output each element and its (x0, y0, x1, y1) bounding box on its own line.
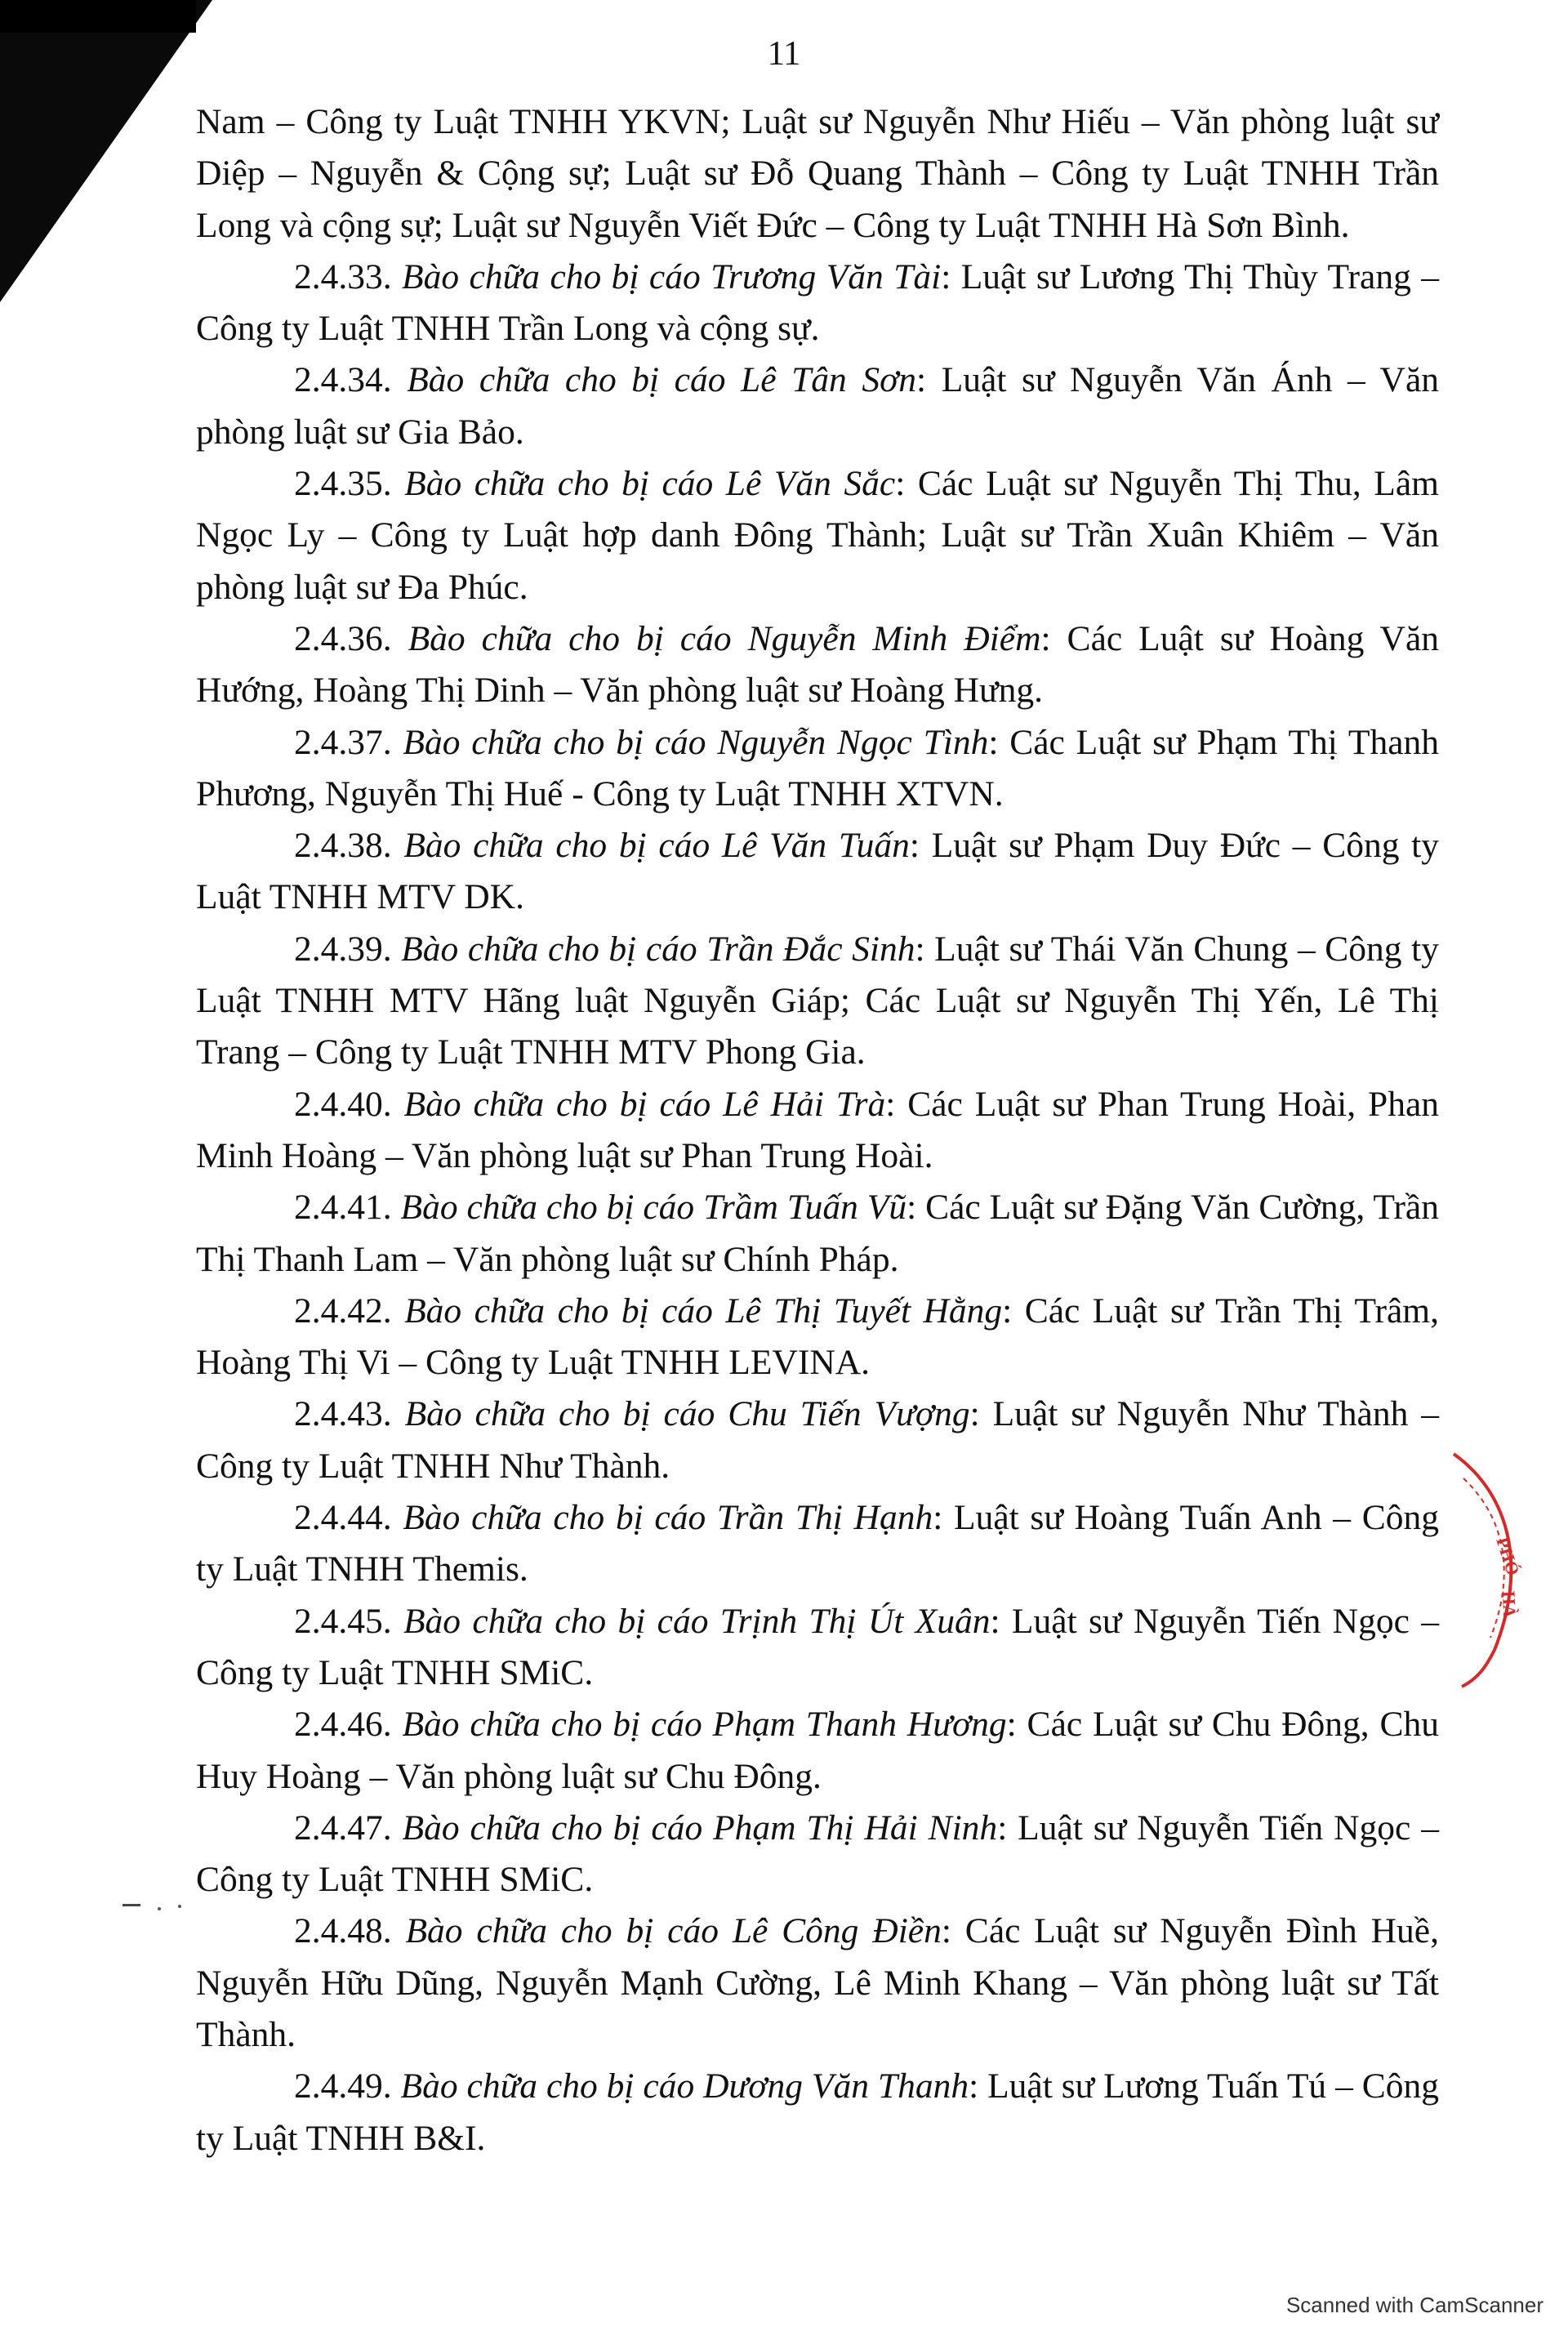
item-lawyers: : Các Luật sư Chu Đông, Chu Huy Hoàng – Văn phòng luật sư Chu Đông. (196, 1705, 1440, 1796)
item-lawyers: : Luật sư Nguyễn Như Thành – Công ty Luật TNHH Như Thành. (196, 1394, 1439, 1486)
item-defendant: Bào chữa cho bị cáo Trịnh Thị Út Xuân (403, 1601, 991, 1641)
item-number: 2.4.42. (294, 1291, 392, 1331)
item-defendant: Bào chữa cho bị cáo Trần Thị Hạnh (403, 1498, 933, 1538)
item-lawyers: : Các Luật sư Đặng Văn Cường, Trần Thị Thanh Lam – Văn phòng luật sư Chính Pháp. (196, 1188, 1439, 1279)
item-lawyers: : Luật sư Nguyễn Tiến Ngọc – Công ty Luật TNHH SMiC. (196, 1808, 1440, 1900)
item-lawyers: : Luật sư Lương Tuấn Tú – Công ty Luật TNHH B&I. (196, 2066, 1439, 2158)
item-number: 2.4.34. (294, 360, 392, 400)
item-number: 2.4.40. (294, 1084, 392, 1124)
item-number: 2.4.47. (294, 1808, 392, 1848)
item-lawyers: : Luật sư Hoàng Tuấn Anh – Công ty Luật TNHH Themis. (196, 1498, 1440, 1589)
item-lawyers: : Các Luật sư Phạm Thị Thanh Phương, Nguyễn Thị Huế - Công ty Luật TNHH XTVN. (196, 722, 1440, 814)
item-number: 2.4.46. (294, 1705, 392, 1745)
defense-item (196, 820, 1439, 924)
item-lawyers: : Luật sư Phạm Duy Đức – Công ty Luật TNHH MTV DK. (196, 826, 1439, 917)
item-defendant: Bào chữa cho bị cáo Trần Đắc Sinh (401, 929, 915, 969)
item-number: 2.4.39. (294, 929, 392, 969)
document-body (196, 96, 1439, 2164)
item-defendant: Bào chữa cho bị cáo Phạm Thanh Hương (402, 1705, 1007, 1745)
defense-item (196, 924, 1439, 1079)
defense-list (196, 252, 1439, 2164)
item-lawyers: : Các Luật sư Trần Thị Trâm, Hoàng Thị Vi – Công ty Luật TNHH LEVINA. (196, 1291, 1439, 1383)
item-lawyers: : Các Luật sư Nguyễn Đình Huề, Nguyễn Hữu Dũng, Nguyễn Mạnh Cường, Lê Minh Khang – Văn phòng luật sư Tất Thành. (196, 1911, 1439, 2054)
page-number: 11 (767, 35, 801, 73)
defense-item (196, 252, 1439, 355)
item-number: 2.4.49. (294, 2066, 392, 2106)
defense-item (196, 1492, 1439, 1596)
item-number: 2.4.44. (294, 1498, 392, 1538)
intro-paragraph: Nam – Công ty Luật TNHH YKVN; Luật sư Nguyễn Như Hiếu – Văn phòng luật sư Diệp – Nguyễn & Cộng sự; Luật sư Đỗ Quang Thành – Công ty Luật TNHH Trần Long và cộng sự; Luật sư Nguyễn Viết Đức – Công ty Luật TNHH Hà Sơn Bình. (196, 102, 1439, 245)
item-lawyers: : Luật sư Nguyễn Tiến Ngọc – Công ty Luật TNHH SMiC. (196, 1601, 1439, 1692)
item-defendant: Bào chữa cho bị cáo Lê Hải Trà (403, 1084, 886, 1124)
item-defendant: Bào chữa cho bị cáo Lê Thị Tuyết Hằng (404, 1291, 1003, 1331)
item-defendant: Bào chữa cho bị cáo Trầm Tuấn Vũ (400, 1188, 907, 1228)
scanner-watermark: Scanned with CamScanner (1285, 2293, 1544, 2317)
defense-item (196, 717, 1439, 821)
item-lawyers: : Luật sư Lương Thị Thùy Trang – Công ty Luật TNHH Trần Long và cộng sự. (196, 256, 1440, 349)
svg-text:HÀ: HÀ (1499, 1590, 1521, 1619)
item-lawyers: : Các Luật sư Hoàng Văn Hướng, Hoàng Thị Dinh – Văn phòng luật sư Hoàng Hưng. (196, 618, 1439, 711)
defense-item (196, 354, 1439, 458)
defense-item (196, 458, 1439, 613)
item-defendant: Bào chữa cho bị cáo Dương Văn Thanh (400, 2066, 969, 2106)
item-number: 2.4.41. (294, 1188, 392, 1228)
item-number: 2.4.43. (294, 1394, 392, 1434)
defense-item (196, 1596, 1439, 1700)
item-defendant: Bào chữa cho bị cáo Lê Văn Sắc (404, 464, 896, 504)
defense-item (196, 1182, 1439, 1286)
item-lawyers: : Các Luật sư Nguyễn Thị Thu, Lâm Ngọc Ly – Công ty Luật hợp danh Đông Thành; Luật sư Trần Xuân Khiêm – Văn phòng luật sư Đa Phúc. (196, 464, 1440, 607)
item-number: 2.4.33. (294, 256, 392, 296)
defense-item (196, 1699, 1439, 1803)
item-defendant: Bào chữa cho bị cáo Trương Văn Tài (402, 256, 942, 296)
item-lawyers: : Luật sư Thái Văn Chung – Công ty Luật TNHH MTV Hãng luật Nguyễn Giáp; Các Luật sư Nguyễn Thị Yến, Lê Thị Trang – Công ty Luật TNHH MTV Phong Gia. (196, 929, 1439, 1072)
item-lawyers: : Các Luật sư Phan Trung Hoài, Phan Minh Hoàng – Văn phòng luật sư Phan Trung Hoài. (196, 1084, 1440, 1175)
item-lawyers: : Luật sư Nguyễn Văn Ánh – Văn phòng luật sư Gia Bảo. (196, 360, 1439, 452)
item-defendant: Bào chữa cho bị cáo Nguyễn Minh Điểm (408, 618, 1041, 658)
red-stamp-seal (1446, 1446, 1527, 1691)
defense-item (196, 1906, 1439, 2061)
defense-item (196, 1389, 1439, 1492)
item-number: 2.4.35. (294, 464, 392, 504)
item-defendant: Bào chữa cho bị cáo Lê Công Điền (405, 1911, 942, 1951)
item-defendant: Bào chữa cho bị cáo Lê Văn Tuấn (403, 826, 910, 866)
item-number: 2.4.38. (294, 826, 392, 866)
defense-item (196, 1803, 1439, 1906)
item-number: 2.4.37. (294, 722, 392, 762)
defense-item (196, 1079, 1439, 1183)
item-defendant: Bào chữa cho bị cáo Phạm Thị Hải Ninh (402, 1808, 998, 1848)
item-defendant: Bào chữa cho bị cáo Lê Tân Sơn (407, 360, 917, 400)
item-number: 2.4.36. (294, 618, 392, 658)
svg-text:PHÓ: PHÓ (1492, 1534, 1524, 1578)
defense-item (196, 2061, 1439, 2164)
defense-item (196, 1286, 1439, 1389)
item-number: 2.4.48. (294, 1911, 392, 1951)
defense-item (196, 613, 1439, 717)
item-number: 2.4.45. (294, 1601, 392, 1641)
scan-specks (114, 1899, 188, 1915)
item-defendant: Bào chữa cho bị cáo Nguyễn Ngọc Tình (403, 722, 989, 762)
item-defendant: Bào chữa cho bị cáo Chu Tiến Vượng (404, 1394, 970, 1434)
